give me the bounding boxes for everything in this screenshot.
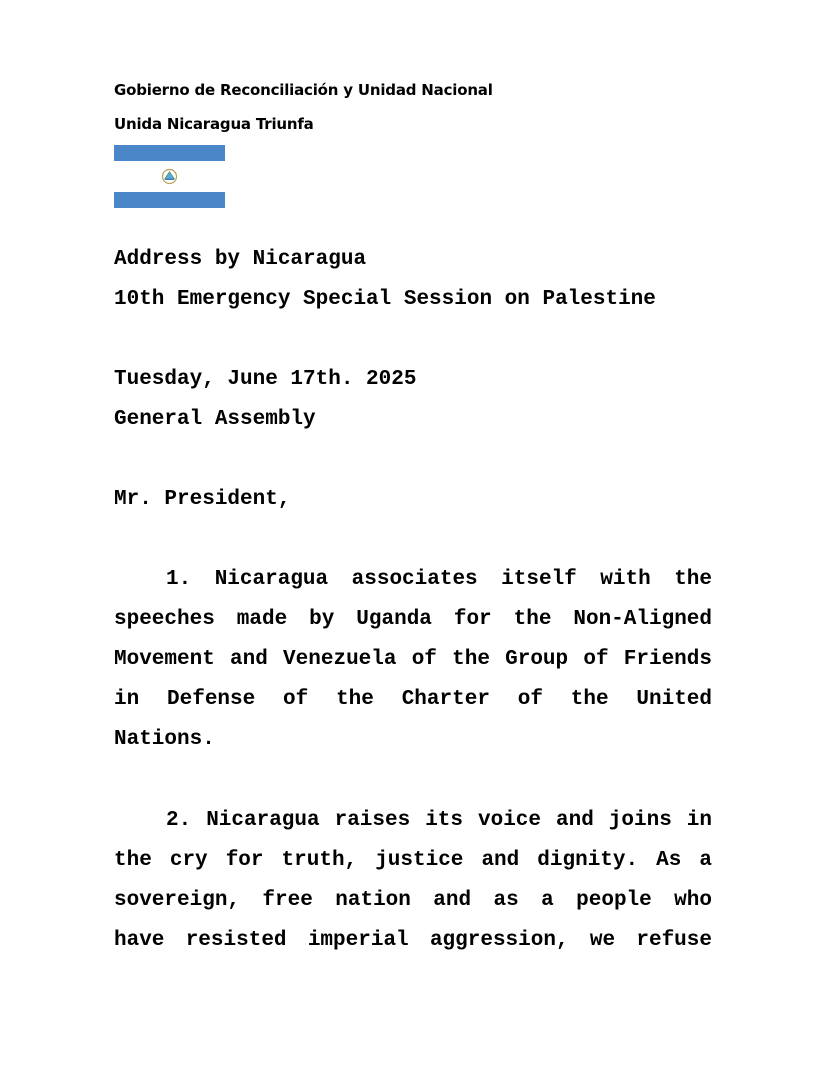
paragraph-line: the cry for truth, justice and dignity. As a [114,849,712,872]
paragraph-line: speeches made by Uganda for the Non-Aligned [114,608,712,631]
paragraph-line: 1. Nicaragua associates itself with the [166,568,712,591]
paragraph-line: have resisted imperial aggression, we refuse [114,929,712,952]
address-title: Address by Nicaragua [114,248,367,271]
paragraph-line: Movement and Venezuela of the Group of Friends [114,648,712,671]
nicaragua-flag-icon [114,145,225,208]
paragraph-line: in Defense of the Charter of the United [114,688,712,711]
paragraph-line: Nations. [114,728,215,751]
paragraph-1 [114,560,712,760]
session-venue: General Assembly [114,408,316,431]
session-title: 10th Emergency Special Session on Palestine [114,288,656,311]
session-date: Tuesday, June 17th. 2025 [114,368,417,391]
paragraph-line: 2. Nicaragua raises its voice and joins in [166,809,712,832]
government-motto: Unida Nicaragua Triunfa [114,115,314,133]
paragraph-2 [114,801,712,961]
paragraph-line: sovereign, free nation and as a people who [114,889,712,912]
government-name: Gobierno de Reconciliación y Unidad Nacional [114,81,493,99]
salutation: Mr. President, [114,488,291,511]
